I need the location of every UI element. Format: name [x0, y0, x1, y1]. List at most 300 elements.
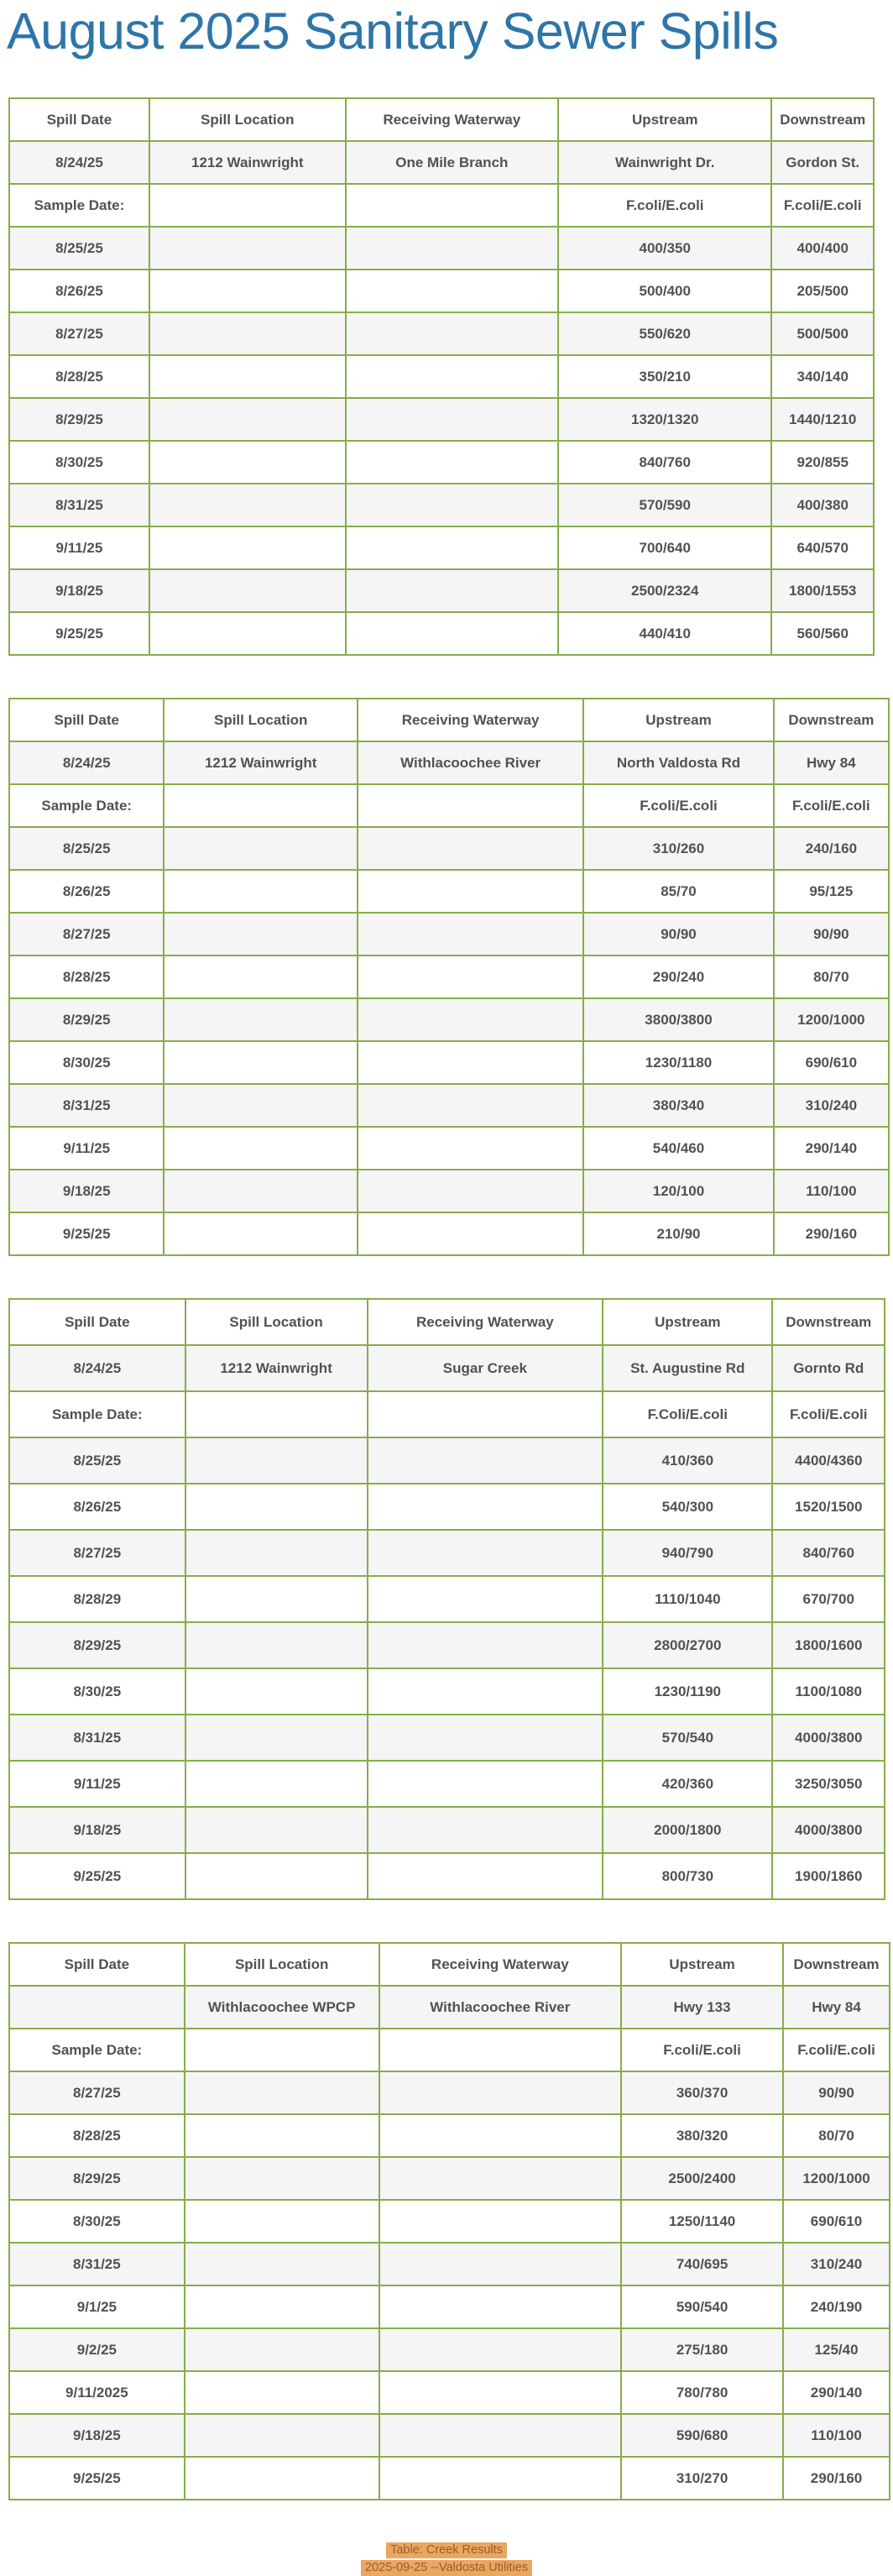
cell: 275/180 — [621, 2328, 783, 2371]
data-row — [9, 2328, 890, 2371]
cell — [346, 312, 558, 355]
cell: 350/210 — [558, 355, 771, 398]
cell — [149, 569, 346, 612]
cell: 110/100 — [783, 2414, 890, 2457]
cell — [358, 1170, 583, 1212]
cell: 8/28/29 — [9, 1576, 185, 1622]
spill-info-row — [9, 741, 889, 784]
cell: 380/320 — [621, 2114, 783, 2157]
cell: 9/25/25 — [9, 1212, 164, 1255]
cell — [185, 2200, 379, 2243]
cell: 9/18/25 — [9, 1807, 185, 1853]
cell: 8/26/25 — [9, 270, 149, 312]
cell — [368, 1853, 603, 1899]
data-row — [9, 398, 874, 441]
cell: 9/11/25 — [9, 1761, 185, 1807]
cell — [9, 1986, 185, 2029]
cell: 8/24/25 — [9, 741, 164, 784]
cell: 240/190 — [783, 2285, 890, 2328]
cell: 9/25/25 — [9, 612, 149, 655]
cell: 4000/3800 — [772, 1807, 885, 1853]
cell — [185, 1576, 368, 1622]
table-head — [9, 98, 874, 141]
cell: 1212 Wainwright — [185, 1345, 368, 1391]
cell: 380/340 — [583, 1084, 773, 1127]
cell: 570/540 — [603, 1715, 772, 1761]
cell — [358, 1084, 583, 1127]
cell — [379, 2071, 621, 2114]
cell: 3800/3800 — [583, 998, 773, 1041]
cell: Sample Date: — [9, 184, 149, 227]
data-row — [9, 1576, 885, 1622]
cell: 690/610 — [774, 1041, 889, 1084]
cell: 800/730 — [603, 1853, 772, 1899]
column-header: Receiving Waterway — [358, 699, 583, 741]
cell: 8/27/25 — [9, 913, 164, 956]
column-header: Downstream — [772, 1299, 885, 1345]
data-row — [9, 1715, 885, 1761]
cell: 3250/3050 — [772, 1761, 885, 1807]
cell — [358, 1212, 583, 1255]
data-row — [9, 1437, 885, 1484]
cell: F.coli/E.coli — [621, 2029, 783, 2071]
cell: 290/160 — [783, 2457, 890, 2500]
data-row — [9, 270, 874, 312]
cell: 8/30/25 — [9, 441, 149, 484]
table-body — [9, 741, 889, 1255]
data-row — [9, 827, 889, 870]
cell — [185, 1853, 368, 1899]
header-row — [9, 1943, 890, 1986]
cell: 1800/1553 — [771, 569, 874, 612]
cell: 9/1/25 — [9, 2285, 185, 2328]
column-header: Spill Location — [185, 1299, 368, 1345]
cell: 1230/1190 — [603, 1668, 772, 1715]
cell — [346, 526, 558, 569]
column-header: Spill Date — [9, 1943, 185, 1986]
sample-date-row — [9, 1391, 885, 1437]
cell: 8/28/25 — [9, 956, 164, 998]
cell: F.coli/E.coli — [583, 784, 773, 827]
cell: 1100/1080 — [772, 1668, 885, 1715]
cell: 570/590 — [558, 484, 771, 526]
cell: 8/29/25 — [9, 2157, 185, 2200]
cell — [149, 355, 346, 398]
cell — [379, 2114, 621, 2157]
cell — [379, 2414, 621, 2457]
data-row — [9, 2414, 890, 2457]
data-row — [9, 2243, 890, 2285]
data-row — [9, 1761, 885, 1807]
cell — [368, 1530, 603, 1576]
cell: F.coli/E.coli — [783, 2029, 890, 2071]
column-header: Upstream — [583, 699, 773, 741]
cell: 120/100 — [583, 1170, 773, 1212]
cell: 80/70 — [774, 956, 889, 998]
data-row — [9, 569, 874, 612]
cell: Withlacoochee River — [379, 1986, 621, 2029]
cell: 9/11/25 — [9, 1127, 164, 1170]
data-row — [9, 2371, 890, 2414]
cell — [185, 2285, 379, 2328]
data-row — [9, 2200, 890, 2243]
cell — [358, 1041, 583, 1084]
cell — [379, 2243, 621, 2285]
cell: 590/680 — [621, 2414, 783, 2457]
cell — [164, 956, 358, 998]
cell: 8/24/25 — [9, 141, 149, 184]
cell — [164, 913, 358, 956]
cell: 1110/1040 — [603, 1576, 772, 1622]
cell — [164, 827, 358, 870]
table-body — [9, 1986, 890, 2500]
spill-table-withlacoochee-wpcp — [8, 1942, 890, 2500]
cell: 540/300 — [603, 1484, 772, 1530]
cell: 1250/1140 — [621, 2200, 783, 2243]
data-row — [9, 2071, 890, 2114]
cell — [358, 1127, 583, 1170]
spill-info-row — [9, 1345, 885, 1391]
cell: 8/27/25 — [9, 1530, 185, 1576]
cell — [185, 1761, 368, 1807]
data-row — [9, 1668, 885, 1715]
cell: North Valdosta Rd — [583, 741, 773, 784]
cell: 80/70 — [783, 2114, 890, 2157]
cell — [346, 612, 558, 655]
cell: 8/25/25 — [9, 827, 164, 870]
cell — [368, 1622, 603, 1668]
sample-date-row — [9, 184, 874, 227]
header-row — [9, 699, 889, 741]
data-row — [9, 1127, 889, 1170]
column-header: Spill Location — [185, 1943, 379, 1986]
cell — [379, 2285, 621, 2328]
cell: 9/11/2025 — [9, 2371, 185, 2414]
cell — [379, 2328, 621, 2371]
data-row — [9, 526, 874, 569]
cell: 500/500 — [771, 312, 874, 355]
data-row — [9, 2157, 890, 2200]
header-row — [9, 98, 874, 141]
caption-block — [0, 2542, 893, 2576]
cell: 1440/1210 — [771, 398, 874, 441]
cell: 1900/1860 — [772, 1853, 885, 1899]
cell — [379, 2371, 621, 2414]
cell — [358, 827, 583, 870]
data-row — [9, 1041, 889, 1084]
column-header: Spill Date — [9, 699, 164, 741]
cell: 310/270 — [621, 2457, 783, 2500]
cell: One Mile Branch — [346, 141, 558, 184]
cell — [368, 1484, 603, 1530]
data-row — [9, 2457, 890, 2500]
data-row — [9, 998, 889, 1041]
spill-table-sugar-creek — [8, 1298, 885, 1900]
data-row — [9, 1530, 885, 1576]
column-header: Upstream — [621, 1943, 783, 1986]
cell: 90/90 — [783, 2071, 890, 2114]
cell: 8/27/25 — [9, 312, 149, 355]
cell: Sample Date: — [9, 784, 164, 827]
cell: 400/350 — [558, 227, 771, 270]
cell: Wainwright Dr. — [558, 141, 771, 184]
cell — [185, 1715, 368, 1761]
cell: 1200/1000 — [783, 2157, 890, 2200]
cell — [185, 2414, 379, 2457]
cell: 9/18/25 — [9, 1170, 164, 1212]
table-body — [9, 1345, 885, 1899]
cell: 360/370 — [621, 2071, 783, 2114]
data-row — [9, 1807, 885, 1853]
cell — [185, 1391, 368, 1437]
cell — [164, 1084, 358, 1127]
data-row — [9, 484, 874, 526]
data-row — [9, 870, 889, 913]
cell: 310/240 — [774, 1084, 889, 1127]
table-head — [9, 1943, 890, 1986]
cell: Sample Date: — [9, 1391, 185, 1437]
cell — [149, 227, 346, 270]
cell — [346, 227, 558, 270]
cell — [346, 355, 558, 398]
cell — [185, 2157, 379, 2200]
cell — [149, 612, 346, 655]
cell — [185, 1807, 368, 1853]
cell — [185, 1530, 368, 1576]
cell: 9/2/25 — [9, 2328, 185, 2371]
cell: 840/760 — [772, 1530, 885, 1576]
cell — [185, 1622, 368, 1668]
cell — [164, 870, 358, 913]
cell: 1520/1500 — [772, 1484, 885, 1530]
caption-source-label: 2025-09-25 --Valdosta Utilities — [361, 2560, 532, 2576]
cell: 840/760 — [558, 441, 771, 484]
cell: F.coli/E.coli — [774, 784, 889, 827]
data-row — [9, 956, 889, 998]
cell: Withlacoochee River — [358, 741, 583, 784]
cell — [358, 998, 583, 1041]
cell: 700/640 — [558, 526, 771, 569]
cell — [358, 956, 583, 998]
cell — [358, 870, 583, 913]
cell — [185, 2071, 379, 2114]
cell — [368, 1715, 603, 1761]
cell — [185, 1668, 368, 1715]
cell — [164, 1127, 358, 1170]
cell — [149, 398, 346, 441]
cell: 940/790 — [603, 1530, 772, 1576]
cell — [346, 270, 558, 312]
cell: 1230/1180 — [583, 1041, 773, 1084]
tables-container — [0, 97, 893, 2500]
cell: 1320/1320 — [558, 398, 771, 441]
cell: 90/90 — [774, 913, 889, 956]
cell: 420/360 — [603, 1761, 772, 1807]
cell — [379, 2157, 621, 2200]
cell — [346, 569, 558, 612]
column-header: Downstream — [771, 98, 874, 141]
column-header: Spill Location — [164, 699, 358, 741]
cell: 1212 Wainwright — [149, 141, 346, 184]
cell — [185, 2371, 379, 2414]
cell: 1800/1600 — [772, 1622, 885, 1668]
cell: 8/31/25 — [9, 1715, 185, 1761]
column-header: Spill Location — [149, 98, 346, 141]
data-row — [9, 355, 874, 398]
cell — [379, 2457, 621, 2500]
cell: 670/700 — [772, 1576, 885, 1622]
cell — [164, 998, 358, 1041]
data-row — [9, 1170, 889, 1212]
cell: 8/26/25 — [9, 870, 164, 913]
cell — [379, 2200, 621, 2243]
cell — [346, 484, 558, 526]
cell: 8/31/25 — [9, 2243, 185, 2285]
cell: 9/25/25 — [9, 2457, 185, 2500]
cell: 550/620 — [558, 312, 771, 355]
spill-table-withlacoochee-river-wainwright — [8, 698, 890, 1256]
cell — [149, 184, 346, 227]
cell: 400/380 — [771, 484, 874, 526]
spill-info-row — [9, 141, 874, 184]
cell: 310/260 — [583, 827, 773, 870]
data-row — [9, 2114, 890, 2157]
cell — [379, 2029, 621, 2071]
cell: 8/25/25 — [9, 1437, 185, 1484]
cell — [368, 1668, 603, 1715]
cell — [358, 913, 583, 956]
cell — [368, 1391, 603, 1437]
cell: F.coli/E.coli — [772, 1391, 885, 1437]
data-row — [9, 441, 874, 484]
column-header: Receiving Waterway — [379, 1943, 621, 1986]
cell: 560/560 — [771, 612, 874, 655]
cell: Gordon St. — [771, 141, 874, 184]
data-row — [9, 1084, 889, 1127]
cell — [185, 2328, 379, 2371]
cell: Sample Date: — [9, 2029, 185, 2071]
cell: 8/27/25 — [9, 2071, 185, 2114]
cell: 8/30/25 — [9, 2200, 185, 2243]
table-body — [9, 141, 874, 655]
cell — [164, 784, 358, 827]
cell: 205/500 — [771, 270, 874, 312]
cell: 9/18/25 — [9, 569, 149, 612]
header-row — [9, 1299, 885, 1345]
cell: F.Coli/E.coli — [603, 1391, 772, 1437]
cell: 125/40 — [783, 2328, 890, 2371]
cell: 440/410 — [558, 612, 771, 655]
cell: 540/460 — [583, 1127, 773, 1170]
cell: 8/25/25 — [9, 227, 149, 270]
cell: 210/90 — [583, 1212, 773, 1255]
data-row — [9, 227, 874, 270]
cell — [149, 312, 346, 355]
cell: 500/400 — [558, 270, 771, 312]
cell — [346, 398, 558, 441]
cell — [185, 2243, 379, 2285]
data-row — [9, 1622, 885, 1668]
column-header: Spill Date — [9, 98, 149, 141]
sample-date-row — [9, 2029, 890, 2071]
column-header: Upstream — [603, 1299, 772, 1345]
cell — [149, 484, 346, 526]
cell: 8/24/25 — [9, 1345, 185, 1391]
cell: Hwy 84 — [783, 1986, 890, 2029]
sample-date-row — [9, 784, 889, 827]
column-header: Spill Date — [9, 1299, 185, 1345]
table-head — [9, 1299, 885, 1345]
cell: 2000/1800 — [603, 1807, 772, 1853]
cell — [346, 441, 558, 484]
cell — [346, 184, 558, 227]
data-row — [9, 1212, 889, 1255]
cell — [149, 526, 346, 569]
cell: Hwy 84 — [774, 741, 889, 784]
cell: 400/400 — [771, 227, 874, 270]
cell: 4400/4360 — [772, 1437, 885, 1484]
cell — [164, 1170, 358, 1212]
cell: 8/29/25 — [9, 998, 164, 1041]
cell: 920/855 — [771, 441, 874, 484]
cell — [185, 2457, 379, 2500]
table-head — [9, 699, 889, 741]
cell: Withlacoochee WPCP — [185, 1986, 379, 2029]
cell: 8/26/25 — [9, 1484, 185, 1530]
cell — [368, 1576, 603, 1622]
caption-line-1 — [0, 2542, 893, 2558]
cell: 8/29/25 — [9, 398, 149, 441]
column-header: Downstream — [774, 699, 889, 741]
cell: 340/140 — [771, 355, 874, 398]
caption-table-label: Table: Creek Results — [386, 2542, 507, 2558]
cell: 110/100 — [774, 1170, 889, 1212]
cell: 2800/2700 — [603, 1622, 772, 1668]
spill-info-row — [9, 1986, 890, 2029]
cell: Sugar Creek — [368, 1345, 603, 1391]
cell — [149, 270, 346, 312]
cell: 8/31/25 — [9, 484, 149, 526]
cell: St. Augustine Rd — [603, 1345, 772, 1391]
cell: 740/695 — [621, 2243, 783, 2285]
data-row — [9, 1484, 885, 1530]
cell: 290/240 — [583, 956, 773, 998]
cell: 8/29/25 — [9, 1622, 185, 1668]
caption-line-2 — [0, 2560, 893, 2576]
cell: 1200/1000 — [774, 998, 889, 1041]
cell: 8/30/25 — [9, 1041, 164, 1084]
cell: 240/160 — [774, 827, 889, 870]
column-header: Receiving Waterway — [368, 1299, 603, 1345]
cell — [358, 784, 583, 827]
page-title: August 2025 Sanitary Sewer Spills — [7, 3, 779, 60]
cell — [185, 1484, 368, 1530]
column-header: Receiving Waterway — [346, 98, 558, 141]
cell: 290/140 — [783, 2371, 890, 2414]
column-header: Downstream — [783, 1943, 890, 1986]
cell — [368, 1761, 603, 1807]
cell — [149, 441, 346, 484]
cell: 780/780 — [621, 2371, 783, 2414]
cell: 85/70 — [583, 870, 773, 913]
data-row — [9, 612, 874, 655]
data-row — [9, 913, 889, 956]
cell: 590/540 — [621, 2285, 783, 2328]
cell — [185, 1437, 368, 1484]
cell: 310/240 — [783, 2243, 890, 2285]
cell: 8/30/25 — [9, 1668, 185, 1715]
cell: 2500/2400 — [621, 2157, 783, 2200]
